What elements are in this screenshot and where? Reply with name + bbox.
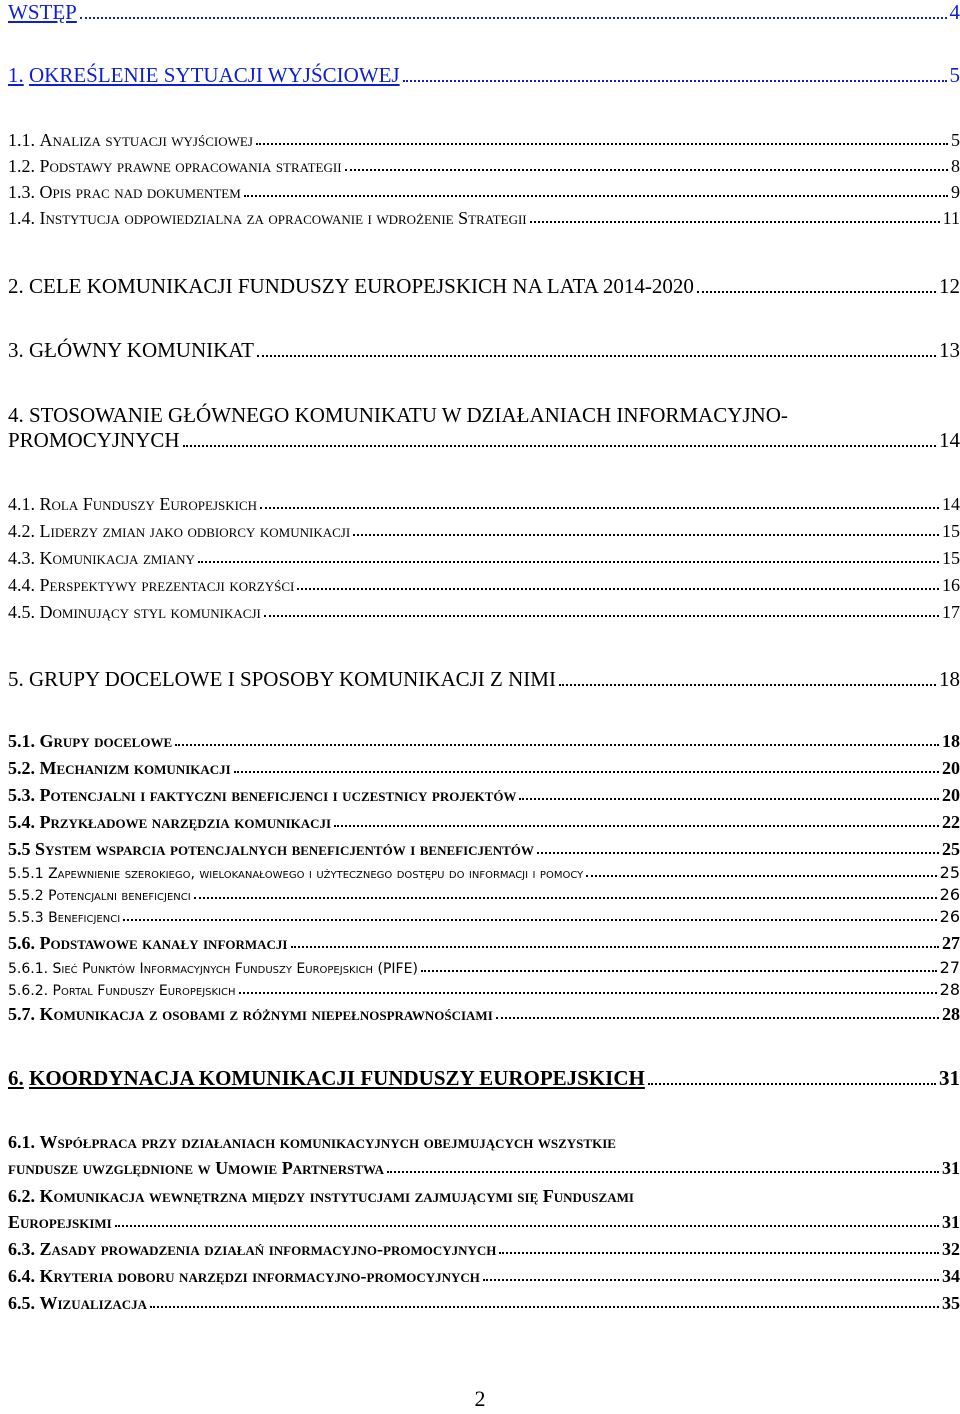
- toc-entry-6-2-continued[interactable]: [8, 1213, 960, 1231]
- toc-entry-wstep[interactable]: [8, 2, 960, 23]
- toc-entry-5-6-1[interactable]: [8, 960, 960, 976]
- toc-entry-title: Komunikacja zmiany: [39, 548, 195, 568]
- toc-leader-dots: [496, 1017, 939, 1019]
- toc-entry-6-1[interactable]: [8, 1133, 960, 1151]
- toc-leader-dots: [421, 970, 937, 972]
- toc-entry-number: 5.6.: [8, 933, 35, 953]
- toc-entry-number: 4.2.: [8, 521, 35, 541]
- toc-entry-page: 15: [942, 521, 960, 541]
- toc-entry-title: Dominujący styl komunikacji: [39, 602, 261, 622]
- toc-entry-title: System wsparcia potencjalnych beneficjentów i beneficjentów: [35, 839, 534, 859]
- toc-entry-title: Mechanizm komunikacji: [39, 758, 231, 778]
- toc-entry-number: 5.2.: [8, 758, 35, 778]
- toc-entry-page: 26: [939, 885, 960, 904]
- toc-entry-page: 18: [942, 731, 960, 751]
- toc-leader-dots: [194, 897, 937, 899]
- toc-entry-title: Rola Funduszy Europejskich: [39, 494, 258, 514]
- toc-entry-page: 14: [942, 494, 960, 514]
- toc-leader-dots: [499, 1252, 939, 1254]
- toc-leader-dots: [297, 588, 939, 590]
- toc-entry-page: 13: [939, 338, 960, 362]
- toc-entry-title: Analiza sytuacji wyjściowej: [39, 130, 253, 150]
- toc-entry-page: 27: [939, 958, 960, 977]
- toc-entry-4-1[interactable]: [8, 495, 960, 513]
- toc-entry-1-3[interactable]: [8, 183, 960, 201]
- toc-entry-number: WSTĘP: [8, 0, 77, 24]
- toc-entry-4-continued[interactable]: [8, 430, 960, 451]
- toc-entry-1-1[interactable]: [8, 131, 960, 149]
- toc-entry-title: Współpraca przy działaniach komunikacyjnych obejmujących wszystkie: [39, 1132, 616, 1152]
- toc-entry-1[interactable]: [8, 65, 960, 86]
- toc-entry-number: 3.: [8, 338, 24, 362]
- toc-leader-dots: [353, 534, 939, 536]
- toc-leader-dots: [334, 825, 939, 827]
- toc-entry-5-6-2[interactable]: [8, 982, 960, 998]
- toc-entry-page: 28: [939, 980, 960, 999]
- toc-entry-title: fundusze uwzględnione w Umowie Partnerstwa: [8, 1158, 384, 1178]
- toc-leader-dots: [345, 169, 948, 171]
- toc-entry-title: Podstawowe kanały informacji: [39, 933, 288, 953]
- toc-entry-title: Wizualizacja: [39, 1293, 148, 1313]
- toc-entry-number: 6.: [8, 1066, 24, 1090]
- toc-entry-number: 6.5.: [8, 1293, 35, 1313]
- toc-entry-page: 35: [942, 1293, 960, 1313]
- toc-leader-dots: [257, 355, 936, 357]
- toc-entry-6-1-continued[interactable]: [8, 1159, 960, 1177]
- toc-entry-title: Zasady prowadzenia działań informacyjno-promocyjnych: [39, 1239, 497, 1259]
- toc-entry-page: 16: [942, 575, 960, 595]
- toc-entry-number: 5.5.2: [8, 888, 44, 904]
- toc-entry-page: 22: [942, 812, 960, 832]
- toc-entry-page: 8: [951, 156, 960, 176]
- toc-entry-page: 27: [942, 933, 960, 953]
- toc-leader-dots: [123, 919, 936, 921]
- toc-entry-title: Grupy docelowe: [39, 731, 173, 751]
- toc-leader-dots: [559, 684, 936, 686]
- toc-entry-page: 17: [942, 602, 960, 622]
- toc-leader-dots: [234, 771, 939, 773]
- toc-entry-4-4[interactable]: [8, 576, 960, 594]
- toc-entry-title: Sieć Punktów Informacyjnych Funduszy Europejskich (PIFE): [52, 961, 418, 977]
- toc-entry-5-2[interactable]: [8, 759, 960, 777]
- toc-entry-number: 5.1.: [8, 731, 35, 751]
- toc-entry-5-5-2[interactable]: [8, 887, 960, 903]
- toc-entry-number: 5.3.: [8, 785, 35, 805]
- toc-entry-4-5[interactable]: [8, 603, 960, 621]
- toc-entry-number: 1.: [8, 63, 24, 87]
- toc-entry-number: 4.3.: [8, 548, 35, 568]
- toc-entry-title: Beneficjenci: [48, 910, 121, 926]
- toc-entry-number: 1.1.: [8, 130, 35, 150]
- toc-entry-number: 6.3.: [8, 1239, 35, 1259]
- page-number: 2: [474, 1386, 486, 1411]
- toc-entry-title: Potencjalni i faktyczni beneficjenci i uczestnicy projektów: [39, 785, 517, 805]
- toc-entry-page: 14: [939, 428, 960, 452]
- toc-entry-title: Komunikacja z osobami z różnymi niepełnosprawnościami: [39, 1004, 493, 1024]
- toc-entry-5[interactable]: [8, 669, 960, 690]
- toc-entry-5-7[interactable]: [8, 1005, 960, 1023]
- toc-leader-dots: [530, 221, 940, 223]
- toc-entry-title: OKREŚLENIE SYTUACJI WYJŚCIOWEJ: [29, 63, 400, 87]
- toc-entry-title: CELE KOMUNIKACJI FUNDUSZY EUROPEJSKICH NA LATA 2014-2020: [29, 274, 694, 298]
- toc-leader-dots: [80, 17, 947, 19]
- toc-entry-4[interactable]: [8, 405, 960, 426]
- toc-entry-page: 28: [942, 1004, 960, 1024]
- toc-entry-title: Perspektywy prezentacji korzyści: [39, 575, 295, 595]
- toc-entry-page: 34: [942, 1266, 960, 1286]
- toc-leader-dots: [483, 1279, 939, 1281]
- toc-entry-title: Komunikacja wewnętrzna między instytucjami zajmującymi się Funduszami: [39, 1186, 634, 1206]
- toc-entry-page: 25: [942, 839, 960, 859]
- toc-leader-dots: [519, 798, 939, 800]
- toc-entry-number: 1.2.: [8, 156, 35, 176]
- toc-entry-title: PROMOCYJNYCH: [8, 428, 180, 452]
- toc-entry-title: Europejskimi: [8, 1212, 112, 1232]
- toc-entry-title: GRUPY DOCELOWE I SPOSOBY KOMUNIKACJI Z NIMI: [29, 667, 556, 691]
- toc-entry-5-5[interactable]: [8, 840, 960, 858]
- toc-entry-page: 20: [942, 785, 960, 805]
- toc-leader-dots: [586, 875, 936, 877]
- toc-entry-page: 11: [942, 208, 960, 228]
- toc-leader-dots: [537, 852, 939, 854]
- toc-leader-dots: [403, 80, 947, 82]
- toc-leader-dots: [291, 946, 940, 948]
- toc-entry-title: Potencjalni beneficjenci: [48, 888, 191, 904]
- toc-entry-number: 5.4.: [8, 812, 35, 832]
- toc-entry-page: 31: [942, 1158, 960, 1178]
- toc-entry-number: 2.: [8, 274, 24, 298]
- toc-entry-6-4[interactable]: [8, 1267, 960, 1285]
- toc-leader-dots: [387, 1171, 939, 1173]
- toc-entry-number: 6.4.: [8, 1266, 35, 1286]
- toc-entry-6-5[interactable]: [8, 1294, 960, 1312]
- toc-entry-page: 5: [949, 63, 960, 87]
- toc-entry-number: 5.6.1.: [8, 961, 49, 977]
- toc-leader-dots: [697, 291, 936, 293]
- toc-entry-1-2[interactable]: [8, 157, 960, 175]
- toc-entry-title: GŁÓWNY KOMUNIKAT: [29, 338, 254, 362]
- toc-leader-dots: [260, 507, 939, 509]
- toc-entry-6-2[interactable]: [8, 1187, 960, 1205]
- toc-entry-6-3[interactable]: [8, 1240, 960, 1258]
- toc-leader-dots: [648, 1083, 936, 1085]
- toc-leader-dots: [115, 1225, 939, 1227]
- toc-entry-5-1[interactable]: [8, 732, 960, 750]
- toc-entry-number: 1.4.: [8, 208, 35, 228]
- toc-entry-page: 25: [939, 863, 960, 882]
- toc-leader-dots: [256, 143, 948, 145]
- toc-entry-number: 4.: [8, 403, 24, 427]
- toc-entry-page: 31: [942, 1212, 960, 1232]
- toc-entry-2[interactable]: [8, 276, 960, 297]
- toc-entry-number: 4.5.: [8, 602, 35, 622]
- toc-entry-number: 5.5.1: [8, 866, 44, 882]
- toc-entry-title: Opis prac nad dokumentem: [39, 182, 241, 202]
- toc-entry-5-5-3[interactable]: [8, 909, 960, 925]
- toc-entry-number: 1.3.: [8, 182, 35, 202]
- toc-entry-1-4[interactable]: [8, 209, 960, 227]
- toc-entry-page: 26: [939, 907, 960, 926]
- toc-entry-page: 18: [939, 667, 960, 691]
- toc-leader-dots: [264, 615, 939, 617]
- toc-entry-4-3[interactable]: [8, 549, 960, 567]
- toc-entry-5-3[interactable]: [8, 786, 960, 804]
- toc-entry-page: 31: [939, 1066, 960, 1090]
- toc-entry-3[interactable]: [8, 340, 960, 361]
- toc-leader-dots: [150, 1306, 939, 1308]
- toc-entry-page: 15: [942, 548, 960, 568]
- toc-entry-page: 9: [951, 182, 960, 202]
- toc-entry-number: 5.5: [8, 839, 31, 859]
- toc-entry-page: 32: [942, 1239, 960, 1259]
- toc-entry-number: 5.: [8, 667, 24, 691]
- toc-leader-dots: [244, 195, 948, 197]
- toc-entry-page: 12: [939, 274, 960, 298]
- toc-entry-4-2[interactable]: [8, 522, 960, 540]
- toc-entry-title: Portal Funduszy Europejskich: [52, 983, 236, 999]
- toc-entry-title: Przykładowe narzędzia komunikacji: [39, 812, 332, 832]
- toc-entry-page: 20: [942, 758, 960, 778]
- toc-leader-dots: [183, 445, 936, 447]
- toc-entry-title: STOSOWANIE GŁÓWNEGO KOMUNIKATU W DZIAŁANIACH INFORMACYJNO-: [29, 403, 788, 427]
- toc-entry-title: Kryteria doboru narzędzi informacyjno-promocyjnych: [39, 1266, 480, 1286]
- toc-entry-page: 5: [951, 130, 960, 150]
- toc-entry-number: 4.4.: [8, 575, 35, 595]
- toc-entry-title: Instytucja odpowiedzialna za opracowanie i wdrożenie Strategii: [39, 208, 527, 228]
- toc-entry-5-5-1[interactable]: [8, 865, 960, 881]
- toc-entry-number: 6.1.: [8, 1132, 35, 1152]
- toc-entry-title: Liderzy zmian jako odbiorcy komunikacji: [39, 521, 351, 541]
- toc-entry-5-4[interactable]: [8, 813, 960, 831]
- toc-entry-6[interactable]: [8, 1068, 960, 1089]
- toc-entry-number: 4.1.: [8, 494, 35, 514]
- toc-entry-title: KOORDYNACJA KOMUNIKACJI FUNDUSZY EUROPEJSKICH: [29, 1066, 645, 1090]
- toc-entry-number: 5.6.2.: [8, 983, 49, 999]
- toc-entry-number: 6.2.: [8, 1186, 35, 1206]
- toc-leader-dots: [239, 992, 937, 994]
- toc-entry-5-6[interactable]: [8, 934, 960, 952]
- toc-entry-number: 5.5.3: [8, 910, 44, 926]
- toc-entry-title: Podstawy prawne opracowania strategii: [39, 156, 342, 176]
- toc-leader-dots: [175, 744, 939, 746]
- toc-entry-page: 4: [949, 0, 960, 24]
- toc-entry-title: Zapewnienie szerokiego, wielokanałowego i użytecznego dostępu do informacji i pomocy: [48, 866, 584, 882]
- toc-leader-dots: [198, 561, 939, 563]
- toc-entry-number: 5.7.: [8, 1004, 35, 1024]
